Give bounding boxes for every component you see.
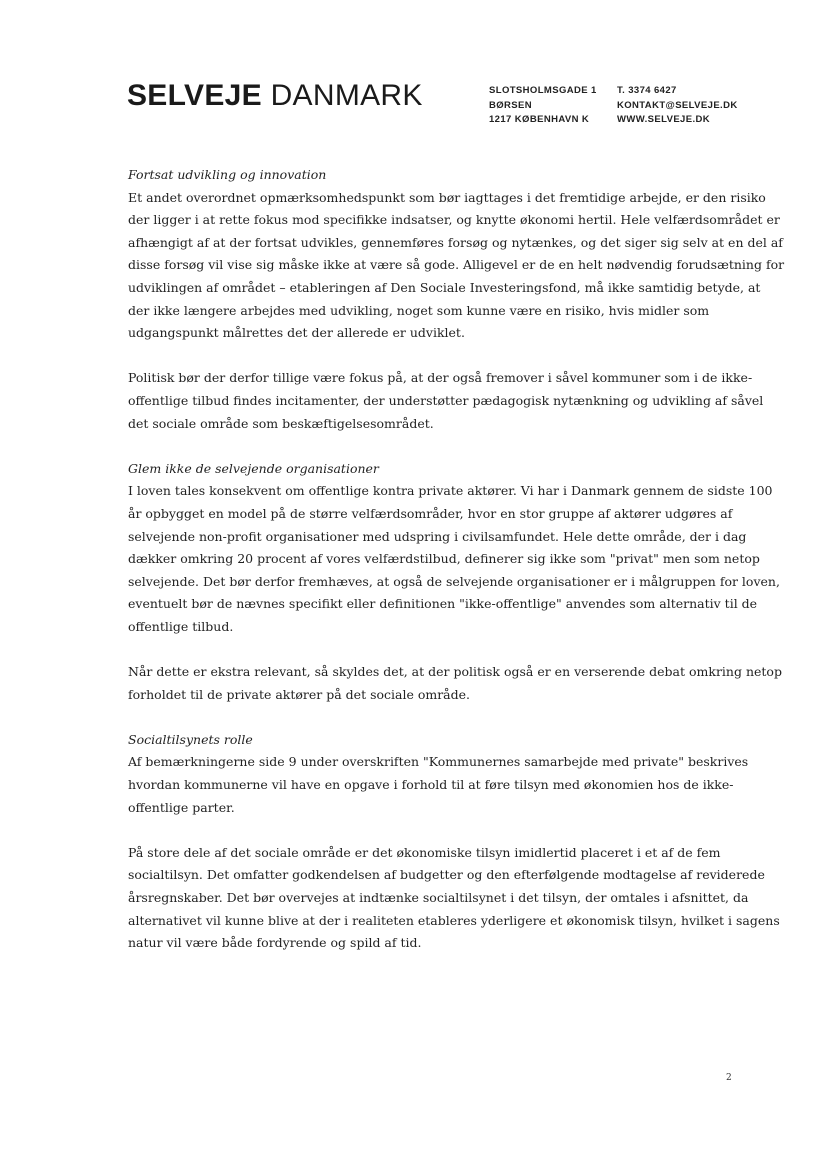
text-line: I loven tales konsekvent om offentlige kontra private aktører. Vi har i Danmark gennem de sidste 100 [128, 483, 773, 499]
text-line: forholdet til de private aktører på det sociale område. [128, 686, 471, 702]
text-line: selvejende. Det bør derfor fremhæves, at også de selvejende organisationer er i målgruppen for loven, [128, 573, 780, 589]
text-line: På store dele af det sociale område er det økonomiske tilsyn imidlertid placeret i et af de fem [128, 844, 721, 860]
text-line: udgangspunkt målrettes det der allerede er udviklet. [128, 325, 465, 341]
text-line: det sociale område som beskæftigelsesområdet. [128, 415, 434, 431]
text-line: offentlige tilbud. [128, 618, 234, 634]
text-line: der ikke længere arbejdes med udvikling, noget som kunne være en risiko, hvis midler som [128, 302, 710, 318]
text-line: offentlige tilbud findes incitamenter, der understøtter pædagogisk nytænkning og udvikling af såvel [128, 392, 764, 408]
paragraph [128, 480, 780, 638]
paragraph [128, 367, 764, 435]
text-line: dækker omkring 20 procent af vores velfærdstilbud, definerer sig ikke som "privat" men som netop [128, 551, 760, 567]
section-heading: Glem ikke de selvejende organisationer [128, 460, 379, 476]
text-line: hvordan kommunerne vil have en opgave i forhold til at føre tilsyn med økonomien hos de ikke- [128, 777, 734, 793]
text-line: natur vil være både fordyrende og spild af tid. [128, 935, 422, 951]
paragraph [128, 751, 749, 819]
contact-info [617, 84, 738, 128]
paragraph [128, 842, 780, 955]
text-line: Når dette er ekstra relevant, så skyldes det, at der politisk også er en verserende debat omkring netop [128, 664, 782, 680]
text-line: offentlige parter. [128, 799, 235, 815]
letterhead [0, 0, 828, 140]
paragraph [128, 187, 785, 345]
contact-website[interactable]: WWW.SELVEJE.DK [617, 114, 711, 125]
paragraph-spacer [128, 819, 740, 842]
text-line: Politisk bør der derfor tillige være fokus på, at der også fremover i såvel kommuner som i de ikke- [128, 370, 753, 386]
section-heading: Socialtilsynets rolle [128, 731, 253, 747]
section-spacer [128, 706, 740, 729]
text-line: socialtilsyn. Det omfatter godkendelsen af budgetter og den efterfølgende modtagelse af reviderede [128, 867, 765, 883]
text-line: årsregnskaber. Det bør overvejes at indtænke socialtilsynet i det tilsyn, der omtales i afsnittet, da [128, 890, 749, 905]
text-line: disse forsøg vil vise sig måske ikke at være så gode. Alligevel er de en helt nødvendig forudsætning for [128, 257, 785, 273]
text-line: der ligger i at rette fokus mod specifikke indsatser, og knytte økonomi hertil. Hele velfærdsområdet er [128, 212, 780, 228]
document-body [128, 164, 785, 955]
page-number: 2 [726, 1073, 732, 1083]
text-line: eventuelt bør de nævnes specifikt eller definitionen "ikke-offentlige" anvendes som alternativ til de [128, 596, 758, 612]
text-line: afhængigt af at der fortsat udvikles, gennemføres forsøg og nytænkes, og det siger sig selv at en del af [128, 234, 783, 250]
section-heading: Fortsat udvikling og innovation [128, 167, 327, 182]
logo-bold-text: SELVEJE [127, 79, 262, 112]
section-spacer [128, 435, 740, 458]
contact-phone: T. 3374 6427 [617, 85, 677, 96]
paragraph [128, 661, 782, 706]
address-city: 1217 KØBENHAVN K [489, 114, 590, 125]
contact-email[interactable]: KONTAKT@SELVEJE.DK [617, 99, 738, 111]
text-line: år opbygget en model på de større velfærdsområder, hvor en stor gruppe af aktører udgøres af [128, 505, 733, 521]
address-street: SLOTSHOLMSGADE 1 [489, 85, 597, 96]
paragraph-spacer [128, 638, 740, 661]
postal-address [489, 84, 597, 128]
logo-light-text: DANMARK [270, 79, 423, 112]
text-line: selvejende non-profit organisationer med udspring i civilsamfundet. Hele dette område, der i dag [128, 528, 747, 544]
text-line: udviklingen af området – etableringen af Den Sociale Investeringsfond, må ikke samtidig betyde, at [128, 279, 761, 295]
address-building: BØRSEN [489, 99, 533, 111]
text-line: Et andet overordnet opmærksomhedspunkt som bør iagttages i det fremtidige arbejde, er den risiko [128, 189, 766, 205]
text-line: Af bemærkningerne side 9 under overskriften "Kommunernes samarbejde med private" beskrives [128, 754, 749, 770]
text-line: alternativet vil kunne blive at der i realiteten etableres yderligere et økonomisk tilsyn, hvilket i sagens [128, 912, 780, 928]
company-logo [127, 78, 423, 114]
paragraph-spacer [128, 345, 740, 368]
